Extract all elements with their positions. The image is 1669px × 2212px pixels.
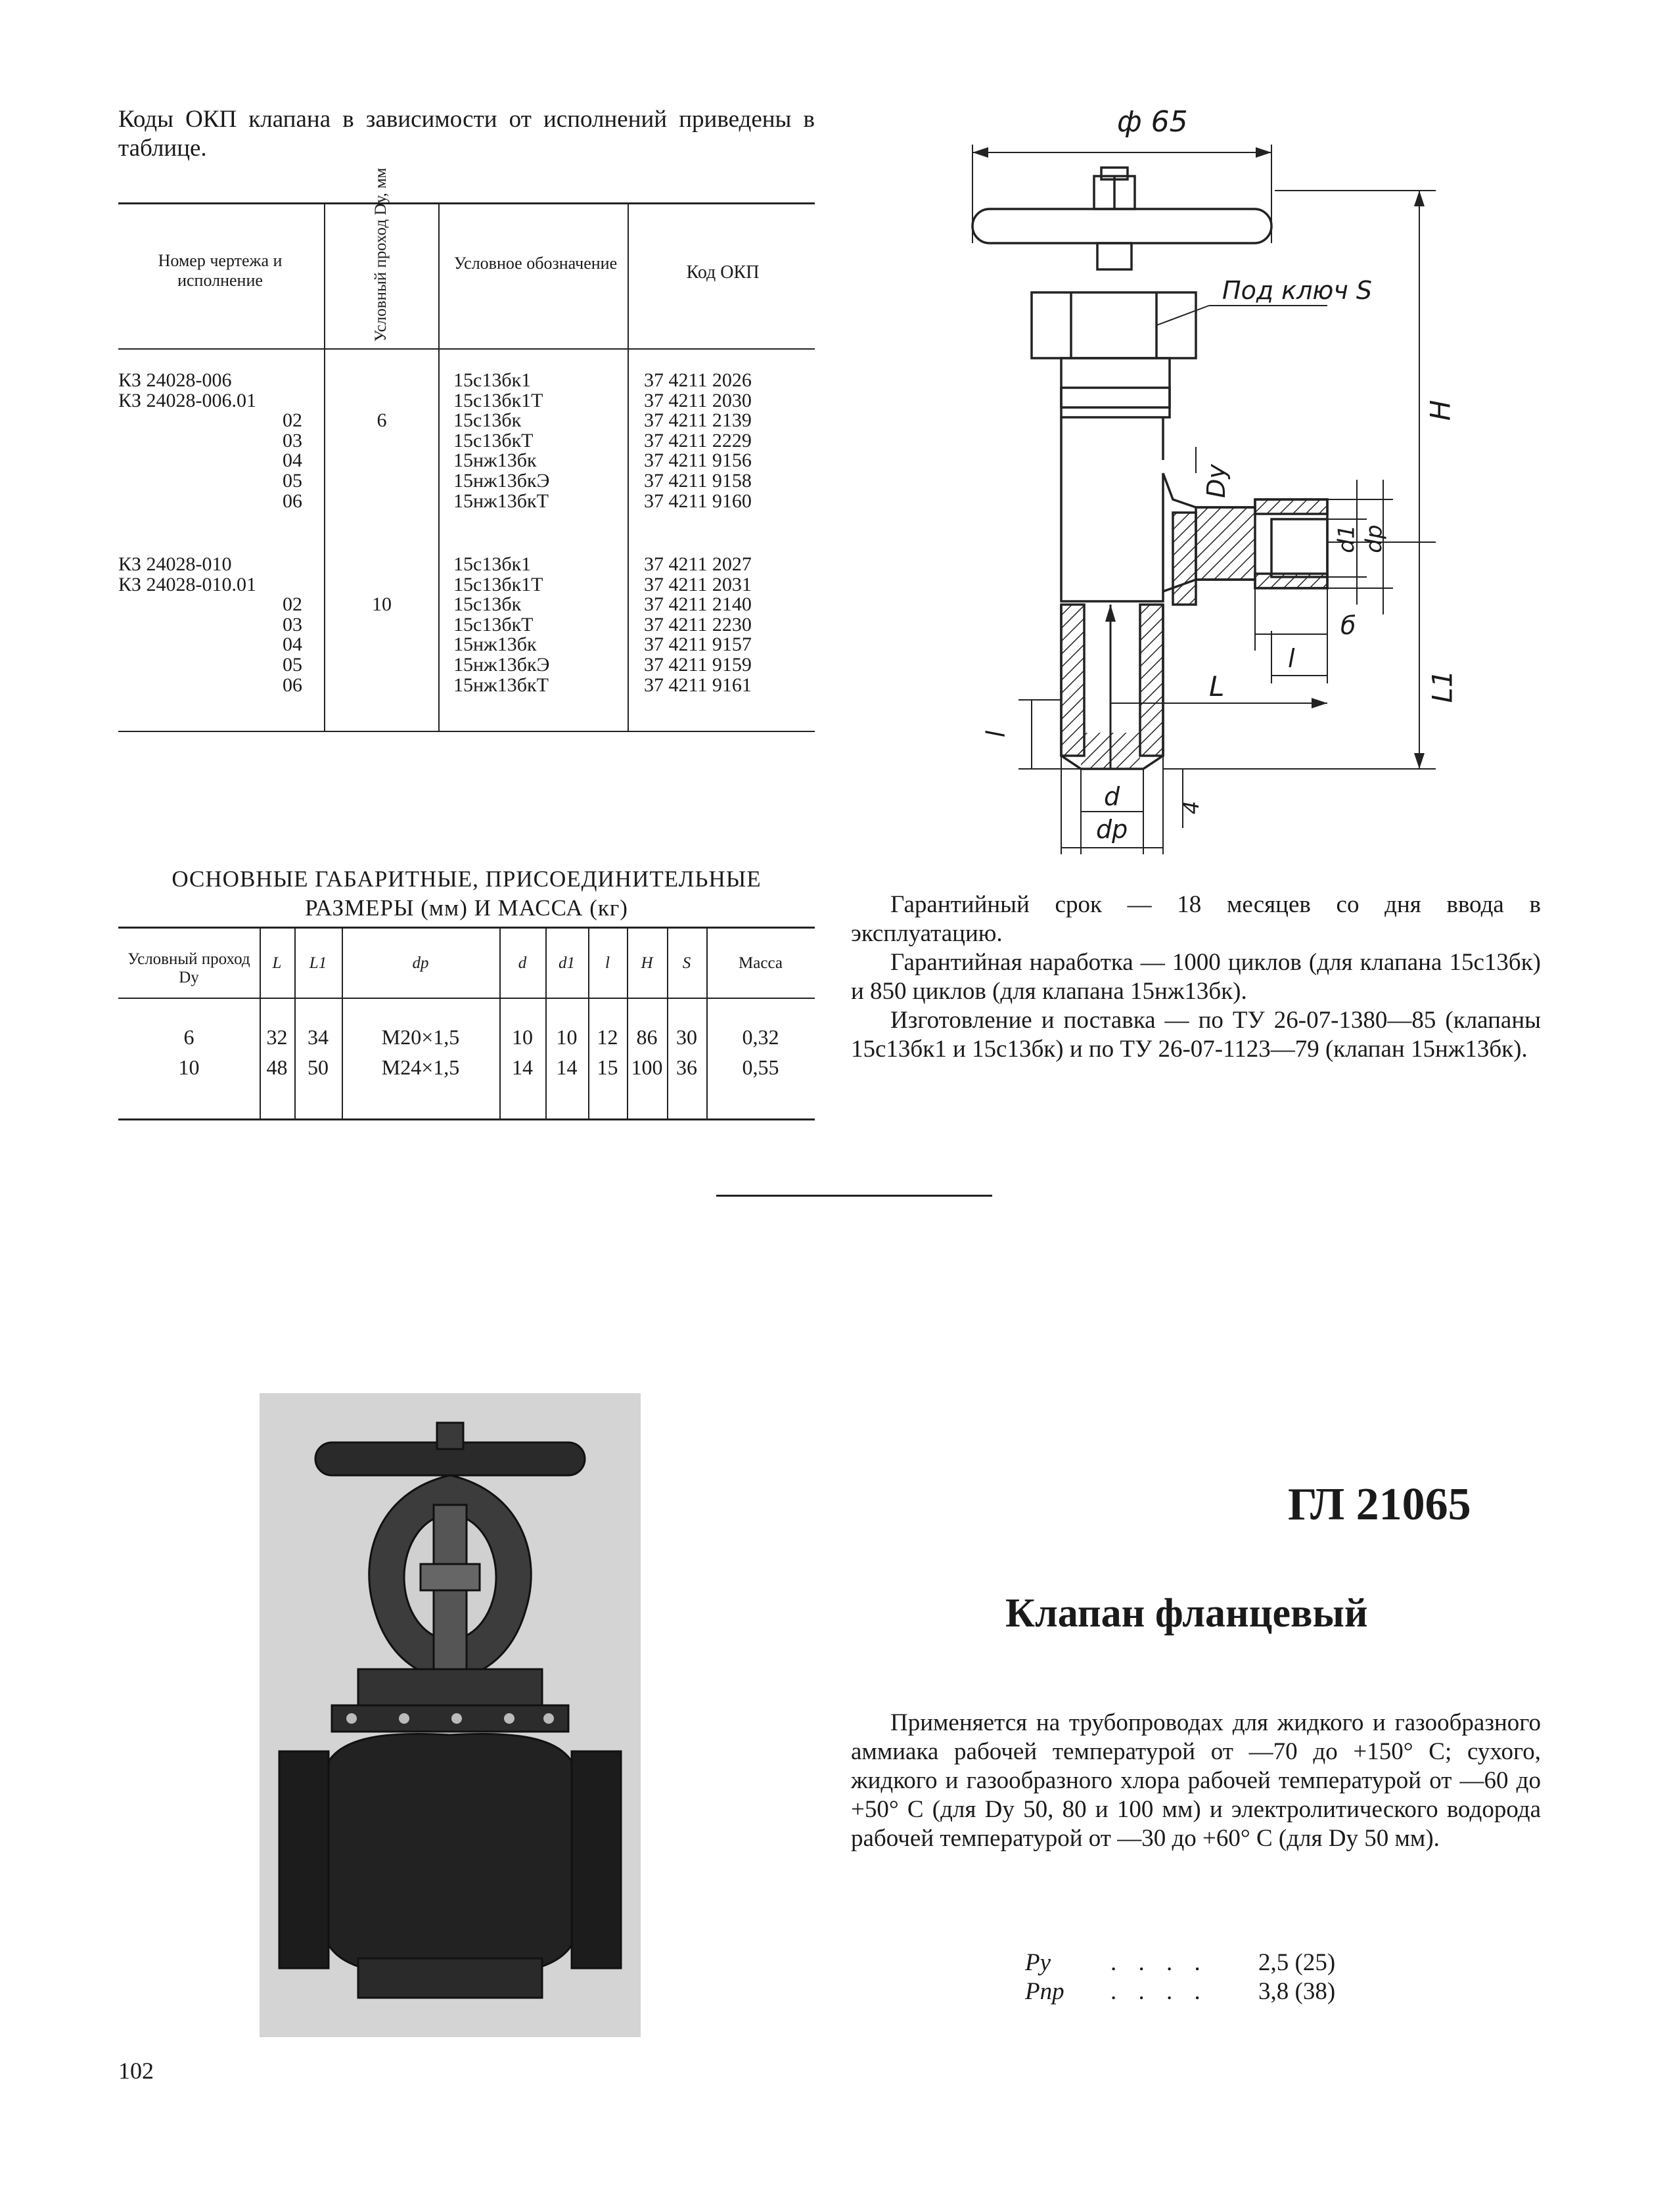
okp-header-okp: Код ОКП bbox=[686, 262, 760, 283]
param-value: 3,8 (38) bbox=[1258, 1978, 1336, 2005]
valve-drawing bbox=[946, 105, 1570, 881]
dims-cell-S: 30 bbox=[676, 1025, 697, 1049]
warranty-paragraph-3: Изготовление и поставка — по ТУ 26-07-1380—85 (клапаны 15с13бк1 и 15с13бк) и по ТУ 26-07-1123—79 (клапан 15нж13бк). bbox=[851, 1007, 1541, 1063]
drawing-number: 04 bbox=[283, 634, 302, 656]
designation: 15с13бкТ bbox=[453, 613, 534, 635]
dims-cell-d: 14 bbox=[512, 1055, 533, 1079]
okp-code: 37 4211 2026 bbox=[644, 369, 752, 391]
okp-col-divider-2 bbox=[438, 202, 440, 732]
table-row bbox=[118, 451, 302, 471]
table-row bbox=[118, 471, 302, 492]
table-row bbox=[118, 431, 302, 451]
params-list bbox=[1025, 1948, 1393, 2006]
dn-value: 6 bbox=[377, 409, 387, 432]
label-phi65: ф 65 bbox=[1117, 105, 1188, 139]
table-row bbox=[118, 391, 256, 411]
okp-code: 37 4211 9160 bbox=[644, 490, 752, 512]
designation: 15нж13бк bbox=[453, 634, 537, 656]
param-row-py bbox=[1025, 1948, 1393, 1977]
table-row bbox=[118, 635, 302, 655]
dims-table-top-rule bbox=[118, 927, 815, 929]
label-Dy: Dу bbox=[1201, 464, 1231, 498]
drawing-number: КЗ 24028-006.01 bbox=[118, 389, 257, 411]
designation: 15с13бк bbox=[453, 593, 522, 616]
okp-code: 37 4211 2140 bbox=[644, 593, 752, 616]
drawing-number: 06 bbox=[283, 490, 302, 512]
intro-paragraph: Коды ОКП клапана в зависимости от исполнений приведены в таблице. bbox=[118, 106, 815, 162]
dims-cell-dp: М20×1,5 bbox=[381, 1025, 460, 1049]
dims-header-S: S bbox=[682, 954, 691, 972]
designation: 15нж13бкТ bbox=[453, 674, 549, 696]
okp-col-divider-1 bbox=[324, 202, 325, 732]
okp-code: 37 4211 9159 bbox=[644, 654, 752, 676]
drawing-number: КЗ 24028-006 bbox=[118, 369, 232, 391]
product-name: Клапан фланцевый bbox=[1005, 1591, 1368, 1636]
dn-value: 10 bbox=[372, 593, 392, 616]
okp-code: 37 4211 9157 bbox=[644, 634, 752, 656]
warranty-paragraph-1: Гарантийный срок — 18 месяцев со дня ввода в эксплуатацию. bbox=[851, 891, 1541, 947]
dims-cell-L: 48 bbox=[266, 1055, 288, 1079]
dims-table-title-line2: РАЗМЕРЫ (мм) И МАССА (кг) bbox=[305, 895, 628, 921]
dims-header-L1: L1 bbox=[309, 954, 327, 972]
okp-table-bottom-rule bbox=[118, 731, 815, 732]
designation: 15с13бк1 bbox=[453, 553, 532, 575]
okp-code: 37 4211 2030 bbox=[644, 389, 752, 411]
label-b: б bbox=[1340, 611, 1356, 640]
drawing-number: 03 bbox=[283, 613, 302, 635]
designation: 15нж13бкЭ bbox=[453, 470, 550, 492]
warranty-paragraph-2: Гарантийная наработка — 1000 циклов (для клапана 15с13бк) и 850 циклов (для клапана 15нж13бк). bbox=[851, 949, 1541, 1005]
table-row bbox=[118, 411, 302, 431]
dims-cell-d: 10 bbox=[512, 1025, 533, 1049]
drawing-number: 03 bbox=[283, 429, 302, 451]
dims-header-d1: d1 bbox=[559, 954, 575, 972]
designation: 15с13бк1 bbox=[453, 369, 532, 391]
dims-cell-mass: 0,32 bbox=[742, 1025, 779, 1049]
label-l-left: l bbox=[981, 730, 1011, 738]
dims-cell-dn: 6 bbox=[183, 1025, 194, 1049]
dims-header-dp: dр bbox=[412, 954, 429, 972]
param-dots: . . . . bbox=[1110, 1949, 1208, 1976]
valve-photo-svg bbox=[260, 1393, 641, 2037]
dims-cell-H: 86 bbox=[636, 1025, 658, 1049]
label-l-right: l bbox=[1288, 644, 1295, 673]
designation: 15с13бк bbox=[453, 409, 522, 432]
table-row bbox=[118, 555, 232, 575]
drawing-number: 06 bbox=[283, 674, 302, 696]
valve-drawing-svg bbox=[946, 105, 1570, 881]
drawing-number: 04 bbox=[283, 449, 302, 472]
okp-code: 37 4211 9161 bbox=[644, 674, 752, 696]
okp-header-drawing: Номер чертежа и исполнение bbox=[158, 251, 283, 290]
designation: 15с13бк1Т bbox=[453, 573, 543, 595]
dims-cell-d1: 10 bbox=[556, 1025, 578, 1049]
okp-header-dn: Условный проход Dу, мм bbox=[372, 168, 390, 342]
param-value: 2,5 (25) bbox=[1258, 1949, 1336, 1976]
drawing-number: 05 bbox=[283, 470, 302, 492]
label-dp-right: dр bbox=[1361, 524, 1388, 553]
designation: 15нж13бкТ bbox=[453, 490, 549, 512]
table-row bbox=[118, 595, 302, 615]
table-row bbox=[118, 371, 232, 391]
valve-photo bbox=[260, 1393, 641, 2037]
label-H: H bbox=[1424, 400, 1457, 421]
label-wrench-size: Под ключ S bbox=[1222, 276, 1373, 305]
table-row bbox=[118, 655, 302, 676]
dims-cell-l: 15 bbox=[597, 1055, 618, 1079]
drawing-number: 02 bbox=[283, 593, 302, 616]
dims-table-header-rule bbox=[118, 998, 815, 999]
dims-cell-dp: М24×1,5 bbox=[381, 1055, 460, 1079]
dims-header-L: L bbox=[272, 954, 282, 972]
label-d: d bbox=[1104, 782, 1120, 811]
dims-header-H: H bbox=[641, 954, 653, 972]
okp-table-header-rule bbox=[118, 348, 815, 350]
okp-code: 37 4211 2139 bbox=[644, 409, 752, 432]
dims-table-bottom-rule bbox=[118, 1118, 815, 1120]
dims-header-d: d bbox=[518, 954, 527, 972]
warranty-block bbox=[851, 890, 1541, 1064]
dims-header-mass: Масса bbox=[739, 954, 783, 972]
dims-header-l: l bbox=[605, 954, 610, 972]
okp-code: 37 4211 9156 bbox=[644, 449, 752, 472]
table-row bbox=[118, 575, 256, 595]
param-row-ppr bbox=[1025, 1977, 1393, 2006]
okp-header-designation: Условное обозначение bbox=[453, 254, 618, 273]
label-d1: d1 bbox=[1333, 524, 1360, 553]
param-label: Pпр bbox=[1025, 1978, 1064, 2005]
param-label: Pу bbox=[1025, 1949, 1051, 1976]
page-number: 102 bbox=[118, 2058, 154, 2084]
label-L: L bbox=[1209, 670, 1225, 703]
table-row bbox=[118, 492, 302, 512]
label-dp-bottom: dр bbox=[1096, 815, 1128, 844]
okp-code: 37 4211 9158 bbox=[644, 470, 752, 492]
product-description: Применяется на трубопроводах для жидкого и газообразного аммиака рабочей температурой от —70 до +150° С; сухого, жидкого и газообразного хлора рабочей температурой от —60 до +50° С (для Dу 50, 80 и 100 мм) и электролитического водорода рабочей температурой от —30 до +60° С (для Dу 50 мм). bbox=[851, 1709, 1541, 1852]
drawing-number: 05 bbox=[283, 654, 302, 676]
okp-col-divider-3 bbox=[628, 202, 629, 732]
designation: 15с13бк1Т bbox=[453, 389, 543, 411]
okp-table-top-rule bbox=[118, 202, 815, 204]
designation: 15нж13бк bbox=[453, 449, 537, 472]
table-row bbox=[118, 676, 302, 696]
product-code: ГЛ 21065 bbox=[1288, 1479, 1471, 1530]
dims-table-title-line1: ОСНОВНЫЕ ГАБАРИТНЫЕ, ПРИСОЕДИНИТЕЛЬНЫЕ bbox=[171, 866, 762, 892]
dims-cell-L1: 34 bbox=[308, 1025, 329, 1049]
param-dots: . . . . bbox=[1110, 1978, 1208, 2005]
dims-cell-d1: 14 bbox=[556, 1055, 578, 1079]
okp-code: 37 4211 2031 bbox=[644, 573, 752, 595]
dims-cell-S: 36 bbox=[676, 1055, 697, 1079]
okp-table bbox=[118, 168, 815, 736]
okp-code: 37 4211 2027 bbox=[644, 553, 752, 575]
section-separator bbox=[716, 1195, 992, 1197]
designation: 15нж13бкЭ bbox=[453, 654, 550, 676]
label-L1: L1 bbox=[1426, 670, 1459, 703]
drawing-number: 02 bbox=[283, 409, 302, 432]
dims-header-dn: Условный проход Dу bbox=[127, 950, 250, 986]
table-row bbox=[118, 615, 302, 635]
drawing-number: КЗ 24028-010.01 bbox=[118, 573, 257, 595]
okp-code: 37 4211 2230 bbox=[644, 613, 752, 635]
label-4: 4 bbox=[1179, 800, 1204, 815]
dims-cell-l: 12 bbox=[597, 1025, 618, 1049]
okp-code: 37 4211 2229 bbox=[644, 429, 752, 451]
drawing-number: КЗ 24028-010 bbox=[118, 553, 232, 575]
dims-cell-L1: 50 bbox=[308, 1055, 329, 1079]
dims-cell-H: 100 bbox=[631, 1055, 663, 1079]
dims-cell-L: 32 bbox=[266, 1025, 288, 1049]
dims-table bbox=[118, 927, 815, 1124]
dims-cell-mass: 0,55 bbox=[742, 1055, 779, 1079]
designation: 15с13бкТ bbox=[453, 429, 534, 451]
dims-cell-dn: 10 bbox=[178, 1055, 200, 1079]
